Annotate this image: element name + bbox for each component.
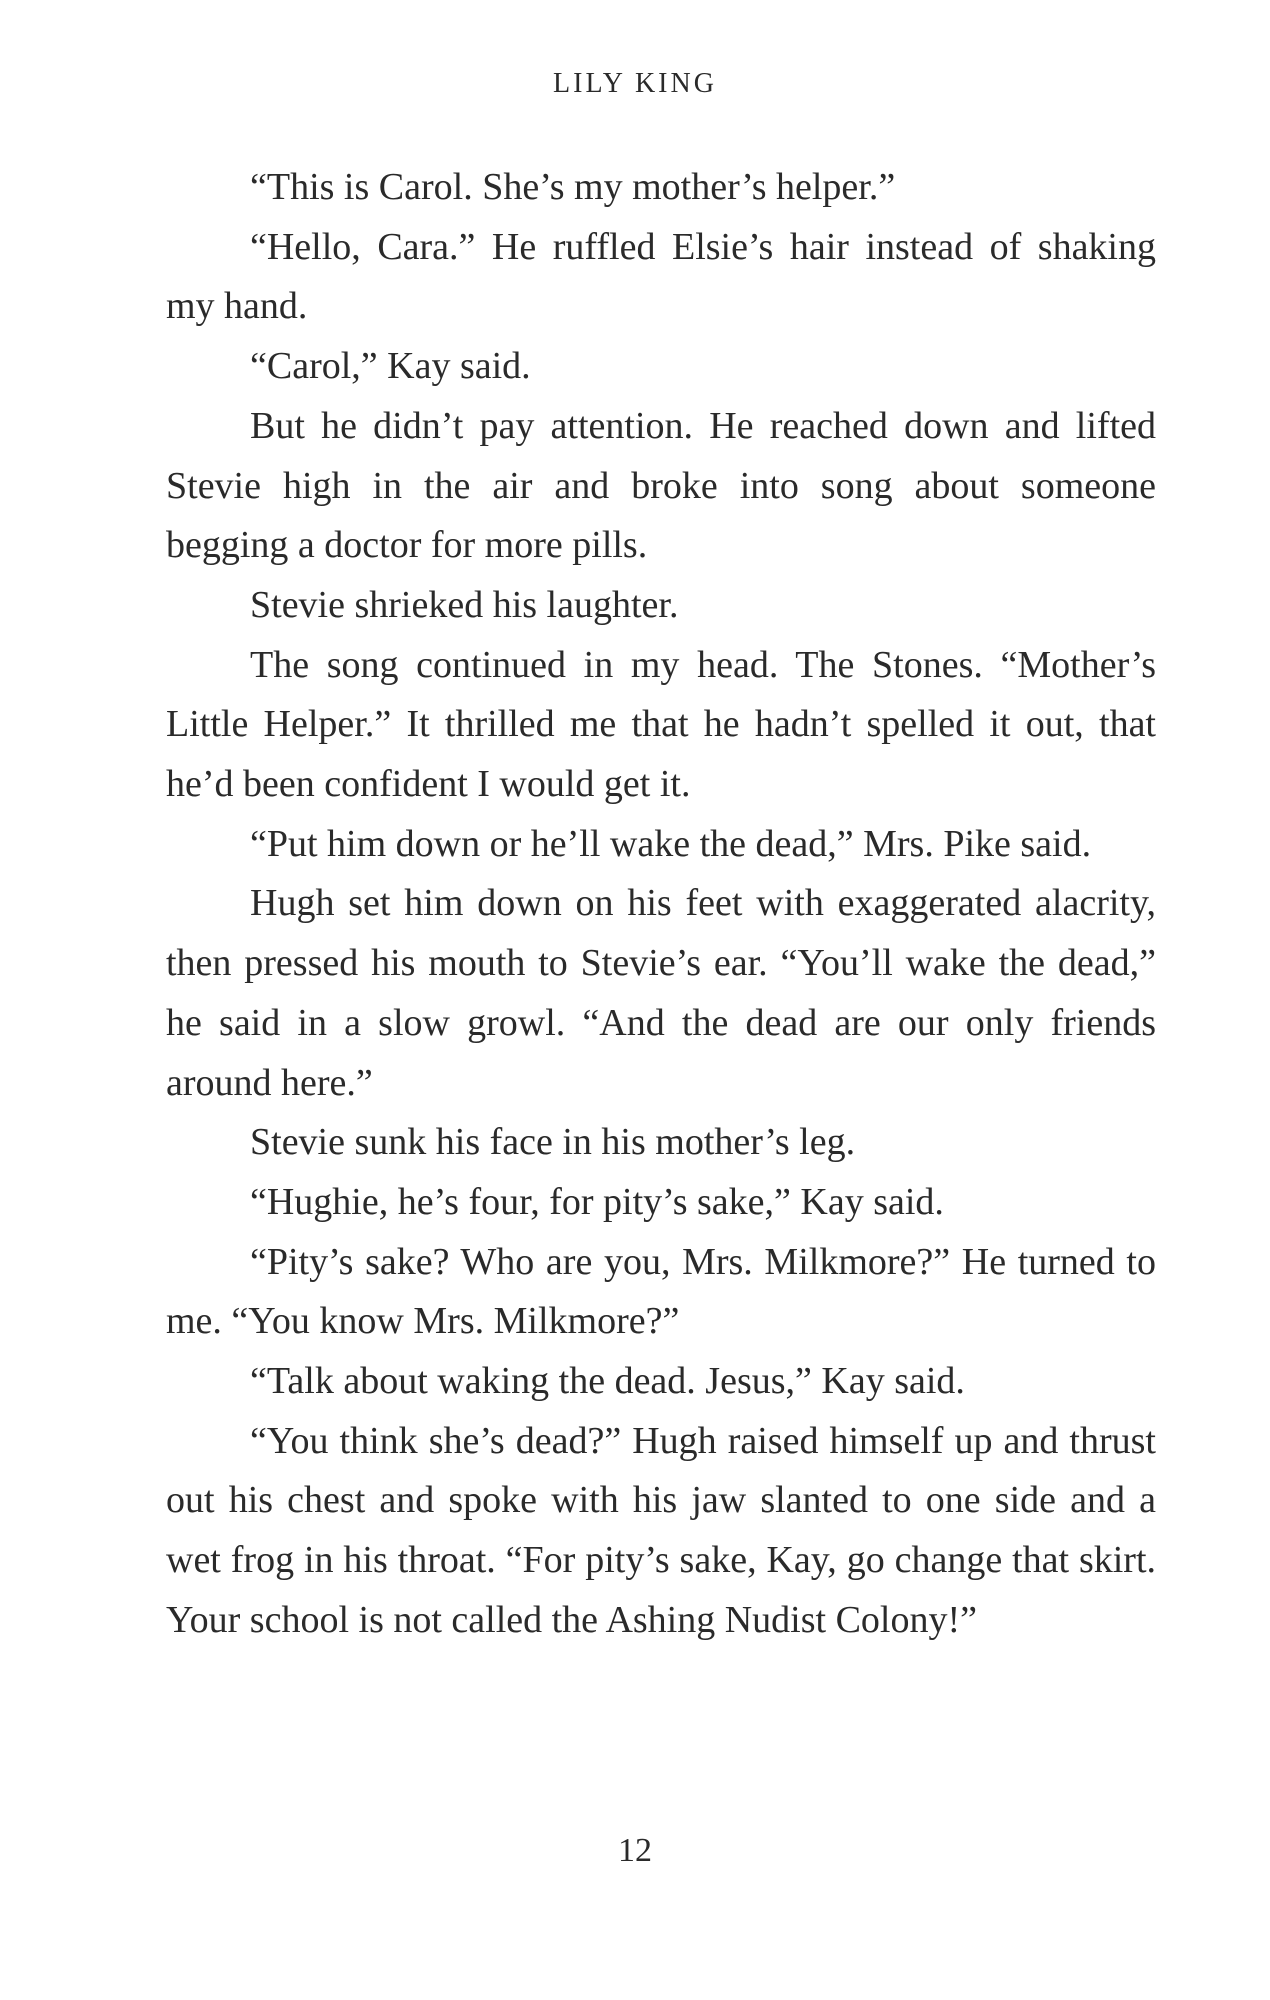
paragraph: “This is Carol. She’s my mother’s helper.”	[250, 166, 896, 208]
body-text	[166, 158, 1156, 1651]
paragraph: Stevie sunk his face in his mother’s leg.	[250, 1121, 856, 1164]
paragraph: “Put him down or he’ll wake the dead,” Mrs. Pike said.	[250, 822, 1092, 865]
paragraph: “Hughie, he’s four, for pity’s sake,” Kay said.	[250, 1180, 944, 1223]
paragraph: “Pity’s sake? Who are you, Mrs. Milkmore?” He turned to me. “You know Mrs. Milkmore?”	[166, 1240, 1156, 1343]
paragraph: “Talk about waking the dead. Jesus,” Kay said.	[250, 1360, 965, 1403]
paragraph: Stevie shrieked his laughter.	[250, 583, 679, 626]
paragraph: “Hello, Cara.” He ruffled Elsie’s hair instead of shaking my hand.	[166, 225, 1156, 328]
paragraph: But he didn’t pay attention. He reached down and lifted Stevie high in the air and broke into song about someone begging a doctor for more pills.	[166, 404, 1156, 567]
paragraph: “You think she’s dead?” Hugh raised himself up and thrust out his chest and spoke with his jaw slanted to one side and a wet frog in his throat. “For pity’s sake, Kay, go change that skirt. Your school is not called the Ashing Nudist Colony!”	[166, 1419, 1156, 1641]
page-number: 12	[618, 1832, 652, 1869]
paragraph: The song continued in my head. The Stones. “Mother’s Little Helper.” It thrilled me that he hadn’t spelled it out, that he’d been confident I would get it.	[166, 643, 1156, 806]
paragraph: Hugh set him down on his feet with exaggerated alacrity, then pressed his mouth to Stevie’s ear. “You’ll wake the dead,” he said in a slow growl. “And the dead are our only friends around here.”	[166, 882, 1156, 1104]
running-head-author: LILY KING	[553, 68, 717, 99]
paragraph: “Carol,” Kay said.	[250, 345, 531, 388]
